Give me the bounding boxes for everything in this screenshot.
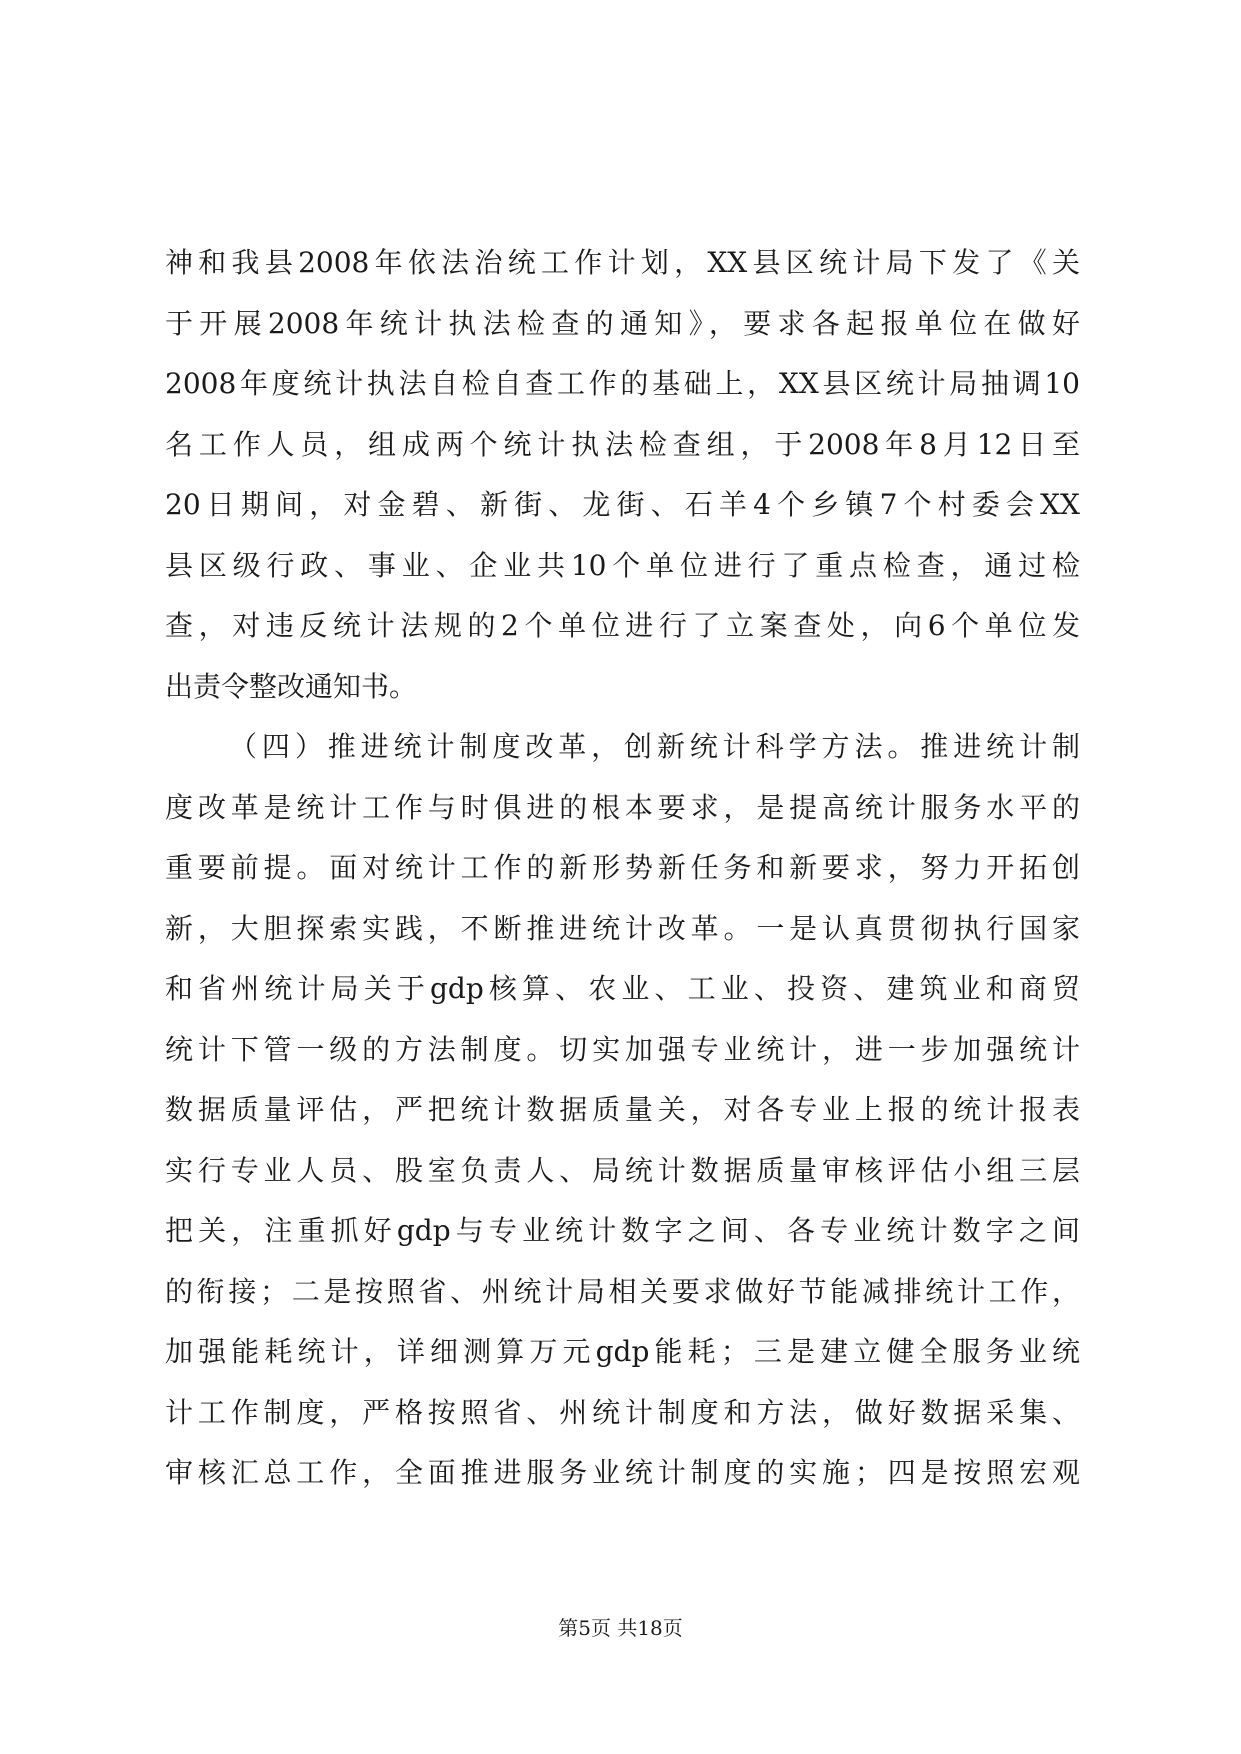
text-line: 名工作人员，组成两个统计执法检查组，于2008年8月12日至 [165,427,1080,461]
text-line: 把关，注重抓好gdp与专业统计数字之间、各专业统计数字之间 [165,1214,1080,1247]
section-heading-line: （四）推进统计制度改革，创新统计科学方法。推进统计制 [229,730,1080,763]
text-line: 和省州统计局关于gdp核算、农业、工业、投资、建筑业和商贸 [165,972,1080,1005]
text-line: 计工作制度，严格按照省、州统计制度和方法，做好数据采集、 [165,1395,1080,1429]
text-line: 的衔接；二是按照省、州统计局相关要求做好节能减排统计工作， [165,1274,1080,1308]
text-line: 审核汇总工作，全面推进服务业统计制度的实施；四是按照宏观 [165,1456,1080,1489]
text-line: 数据质量评估，严把统计数据质量关，对各专业上报的统计报表 [165,1093,1080,1126]
text-line: 统计下管一级的方法制度。切实加强专业统计，进一步加强统计 [165,1032,1080,1066]
text-line: 于开展2008年统计执法检查的通知》，要求各起报单位在做好 [165,306,1080,340]
text-line: 2008年度统计执法自检自查工作的基础上，XX县区统计局抽调10 [165,367,1080,400]
text-line: 新，大胆探索实践，不断推进统计改革。一是认真贯彻执行国家 [165,911,1080,945]
text-line: 县区级行政、事业、企业共10个单位进行了重点检查，通过检 [165,548,1080,582]
text-line: 查，对违反统计法规的2个单位进行了立案查处，向6个单位发 [165,609,1080,642]
text-line: 加强能耗统计，详细测算万元gdp能耗；三是建立健全服务业统 [165,1335,1080,1368]
text-line: 出责令整改通知书。 [165,669,418,703]
document-body [165,233,1080,1504]
text-line: 度改革是统计工作与时俱进的根本要求，是提高统计服务水平的 [165,790,1080,824]
text-line: 实行专业人员、股室负责人、局统计数据质量审核评估小组三层 [165,1153,1080,1187]
text-line: 重要前提。面对统计工作的新形势新任务和新要求，努力开拓创 [165,851,1080,884]
text-line: 神和我县2008年依法治统工作计划，XX县区统计局下发了《关 [165,246,1080,279]
text-line: 20日期间，对金碧、新街、龙街、石羊4个乡镇7个村委会XX [165,488,1080,521]
page-number-footer: 第5页 共18页 [558,1616,683,1640]
